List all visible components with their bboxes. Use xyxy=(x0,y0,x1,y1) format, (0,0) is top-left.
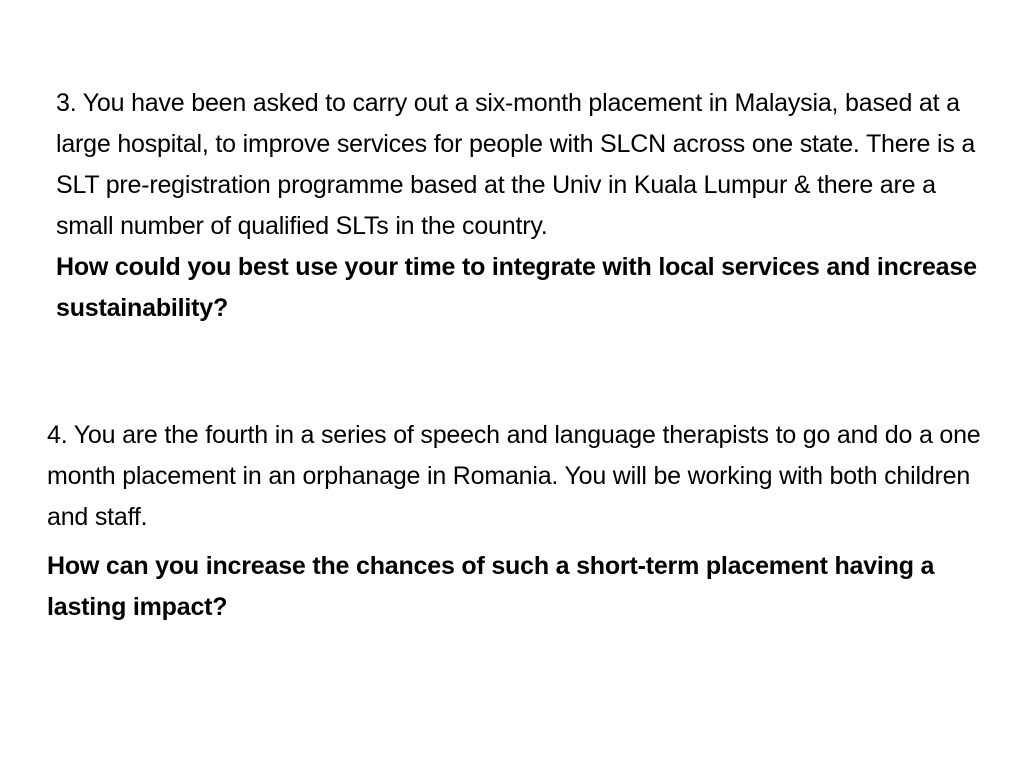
scenario-4 xyxy=(47,415,987,628)
scenario-4-text: 4. You are the fourth in a series of speech and language therapists to go and do a one month placement in an orphanage in Romania. You will be working with both children and staff. xyxy=(47,421,981,531)
scenario-3 xyxy=(56,83,986,329)
scenario-4-question: How can you increase the chances of such a short-term placement having a lasting impact? xyxy=(47,552,935,621)
scenario-3-text: 3. You have been asked to carry out a six-month placement in Malaysia, based at a large hospital, to improve services for people with SLCN across one state. There is a SLT pre-registration programme based at the Univ in Kuala Lumpur & there are a small number of qualified SLTs in the country. xyxy=(56,89,976,240)
scenario-3-question: How could you best use your time to integrate with local services and increase sustainability? xyxy=(56,253,977,322)
